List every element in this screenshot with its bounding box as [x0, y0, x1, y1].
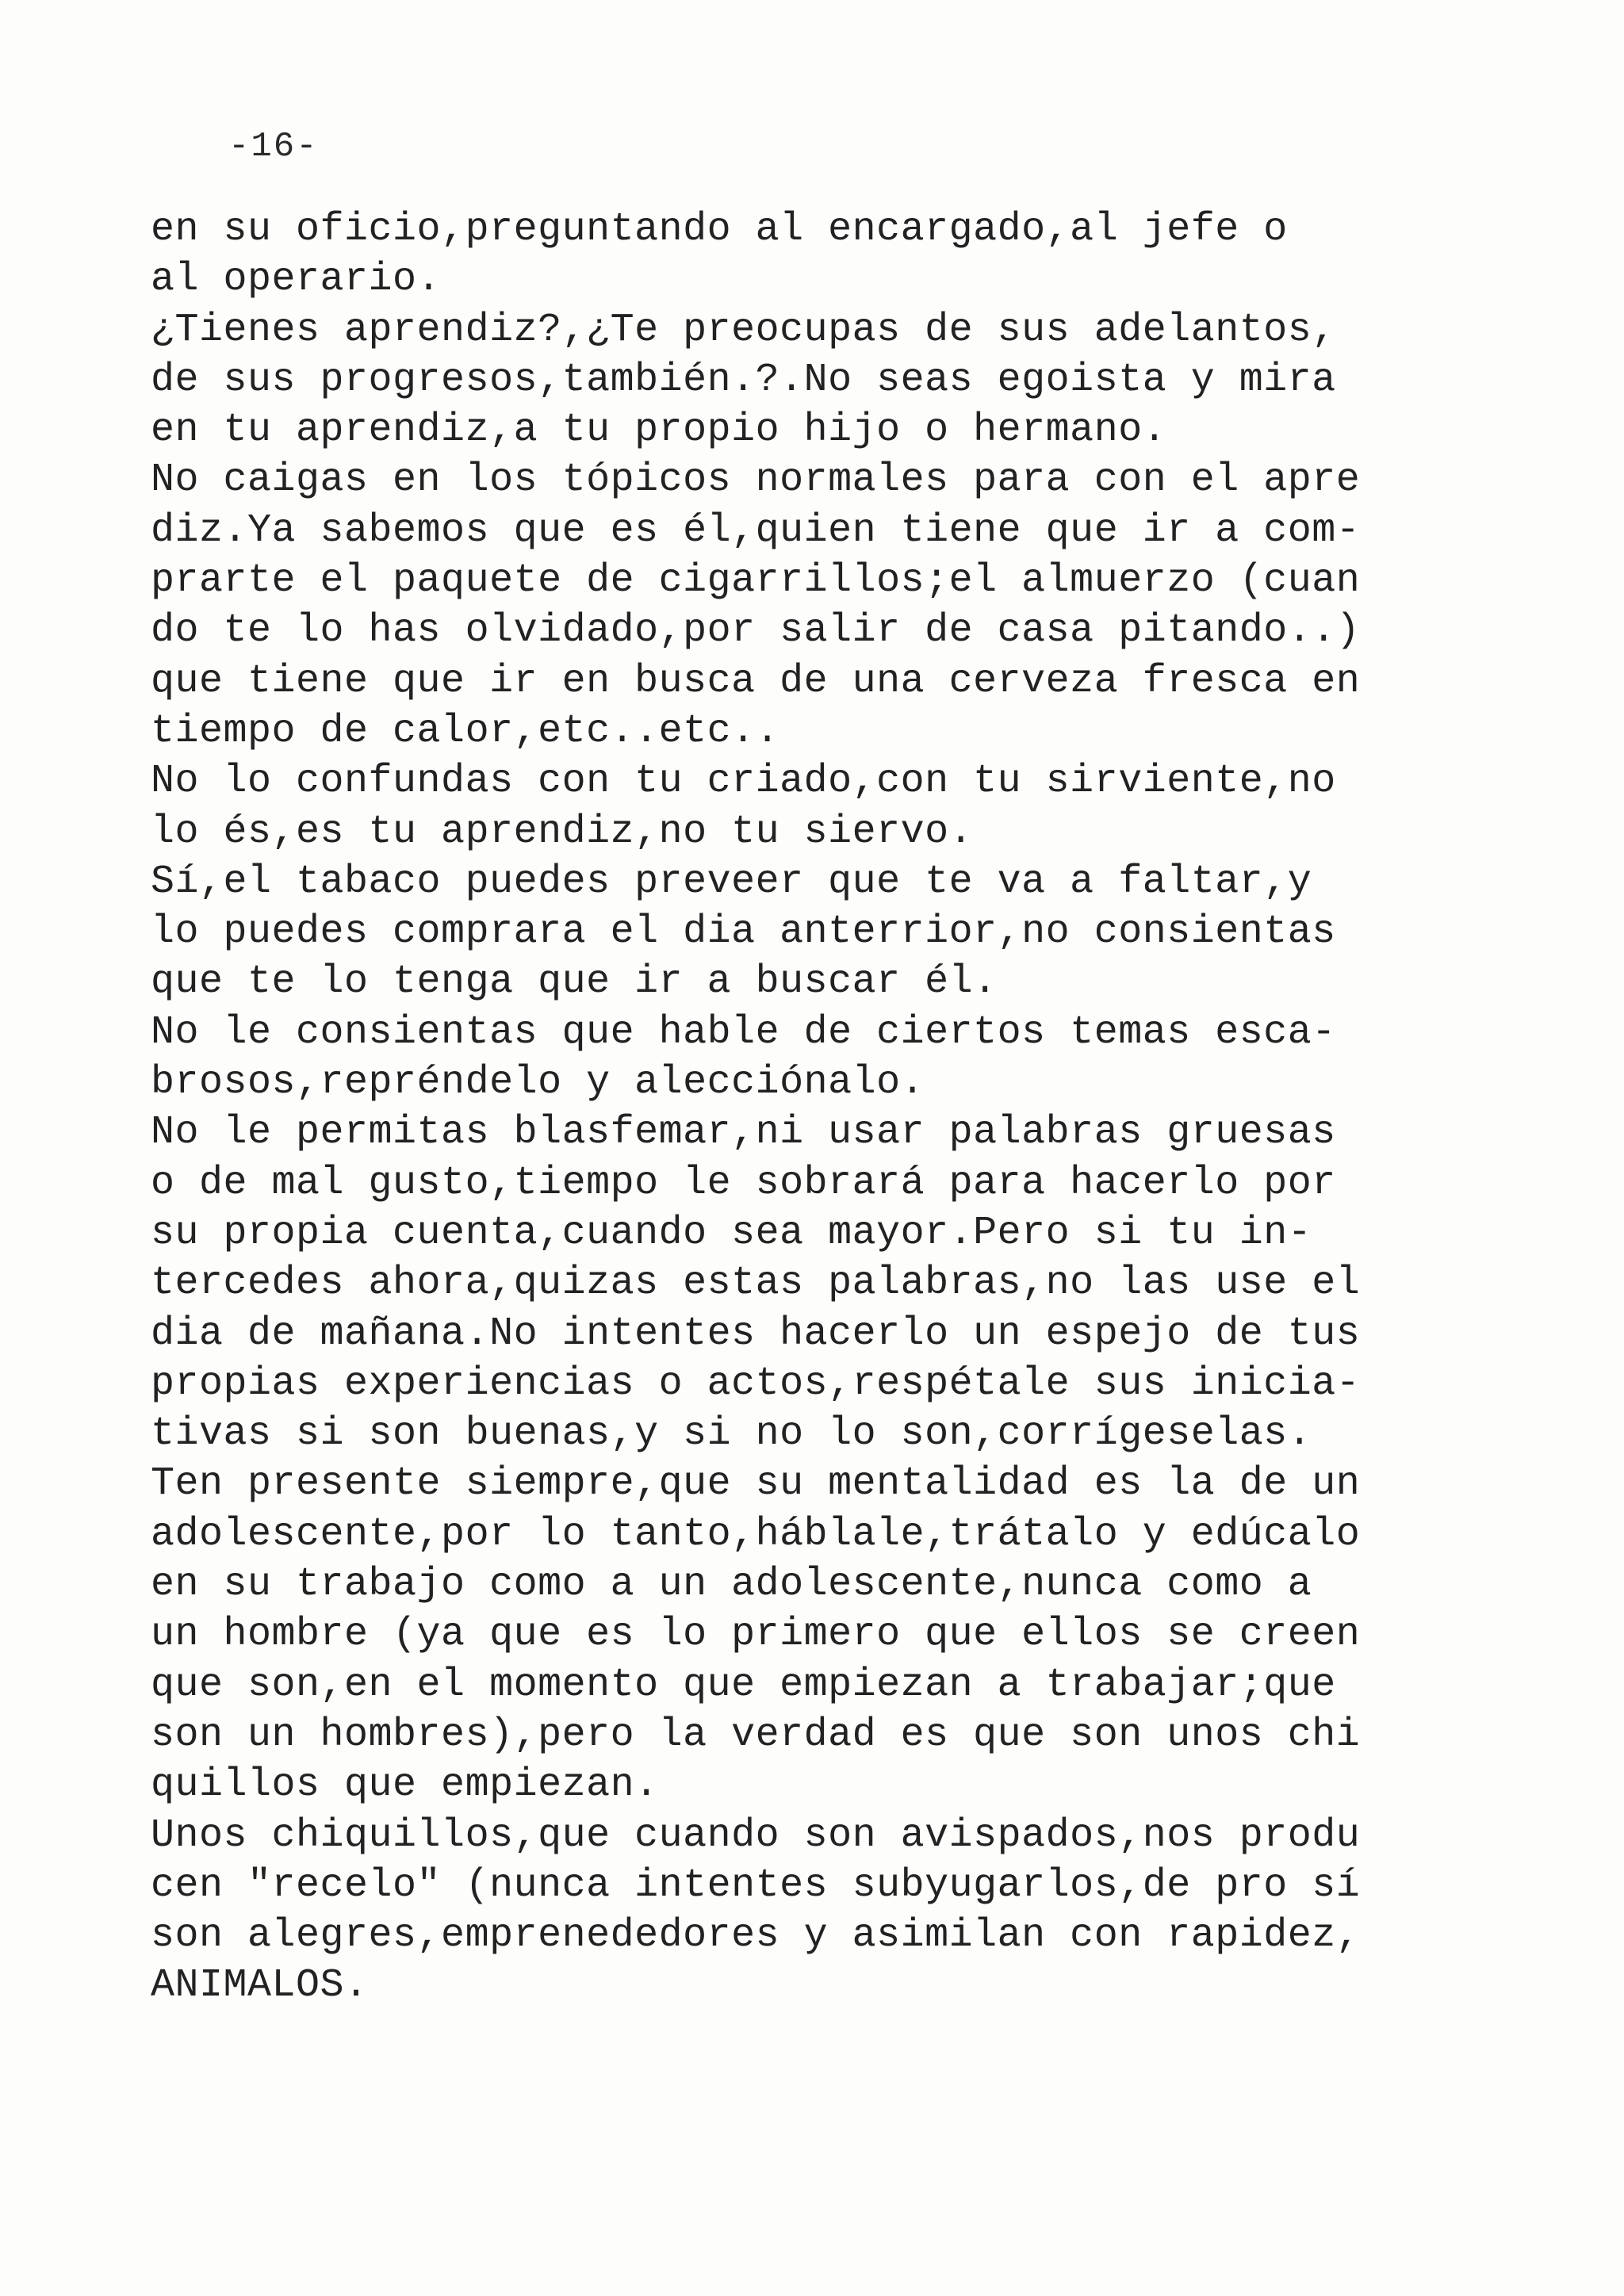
text-line: Sí,el tabaco puedes preveer que te va a faltar,y — [151, 859, 1312, 905]
text-line: en su trabajo como a un adolescente,nunca como a — [151, 1562, 1312, 1608]
page-number: -16- — [228, 127, 319, 166]
text-line: al operario. — [151, 257, 442, 303]
text-line: que te lo tenga que ir a buscar él. — [151, 959, 998, 1005]
text-line: en tu aprendiz,a tu propio hijo o hermano. — [151, 408, 1167, 453]
text-line: Ten presente siempre,que su mentalidad es la de un — [151, 1461, 1361, 1507]
text-line: son un hombres),pero la verdad es que son unos chi — [151, 1712, 1361, 1758]
text-line: son alegres,emprenededores y asimilan con rapidez, — [151, 1913, 1361, 1959]
text-line: ¿Tienes aprendiz?,¿Te preocupas de sus adelantos, — [151, 307, 1336, 353]
text-line: ANIMALOS. — [151, 1963, 369, 2009]
body-text — [151, 205, 1499, 2011]
text-line: brosos,repréndelo y alecciónalo. — [151, 1060, 925, 1106]
text-line: lo puedes comprara el dia anterrior,no consientas — [151, 909, 1336, 955]
text-line: su propia cuenta,cuando sea mayor.Pero si tu in- — [151, 1210, 1312, 1256]
text-line: No le permitas blasfemar,ni usar palabras gruesas — [151, 1110, 1336, 1156]
text-line: tivas si son buenas,y si no lo son,corrígeselas. — [151, 1411, 1312, 1457]
text-line: Unos chiquillos,que cuando son avispados,nos produ — [151, 1812, 1361, 1858]
text-line: que son,en el momento que empiezan a trabajar;que — [151, 1662, 1336, 1708]
text-line: un hombre (ya que es lo primero que ellos se creen — [151, 1612, 1361, 1658]
text-line: que tiene que ir en busca de una cerveza fresca en — [151, 658, 1361, 704]
text-line: adolescente,por lo tanto,háblale,trátalo y edúcalo — [151, 1511, 1361, 1557]
text-line: dia de mañana.No intentes hacerlo un espejo de tus — [151, 1311, 1361, 1357]
text-line: o de mal gusto,tiempo le sobrará para hacerlo por — [151, 1160, 1336, 1206]
text-line: propias experiencias o actos,respétale sus inicia- — [151, 1360, 1361, 1406]
text-line: prarte el paquete de cigarrillos;el almuerzo (cuan — [151, 558, 1361, 604]
text-line: No caigas en los tópicos normales para con el apre — [151, 457, 1361, 503]
text-line: No lo confundas con tu criado,con tu sirviente,no — [151, 759, 1336, 805]
text-line: quillos que empiezan. — [151, 1762, 659, 1808]
text-line: tiempo de calor,etc..etc.. — [151, 708, 780, 754]
text-line: No le consientas que hable de ciertos temas esca- — [151, 1009, 1336, 1055]
text-line: diz.Ya sabemos que es él,quien tiene que ir a com- — [151, 507, 1361, 553]
text-line: en su oficio,preguntando al encargado,al jefe o — [151, 207, 1288, 252]
text-line: do te lo has olvidado,por salir de casa pitando..) — [151, 608, 1361, 654]
text-line: de sus progresos,también.?.No seas egoista y mira — [151, 357, 1336, 403]
text-line: cen "recelo" (nunca intentes subyugarlos,de pro sí — [151, 1862, 1361, 1908]
text-line: lo és,es tu aprendiz,no tu siervo. — [151, 809, 974, 855]
text-line: tercedes ahora,quizas estas palabras,no las use el — [151, 1261, 1361, 1307]
